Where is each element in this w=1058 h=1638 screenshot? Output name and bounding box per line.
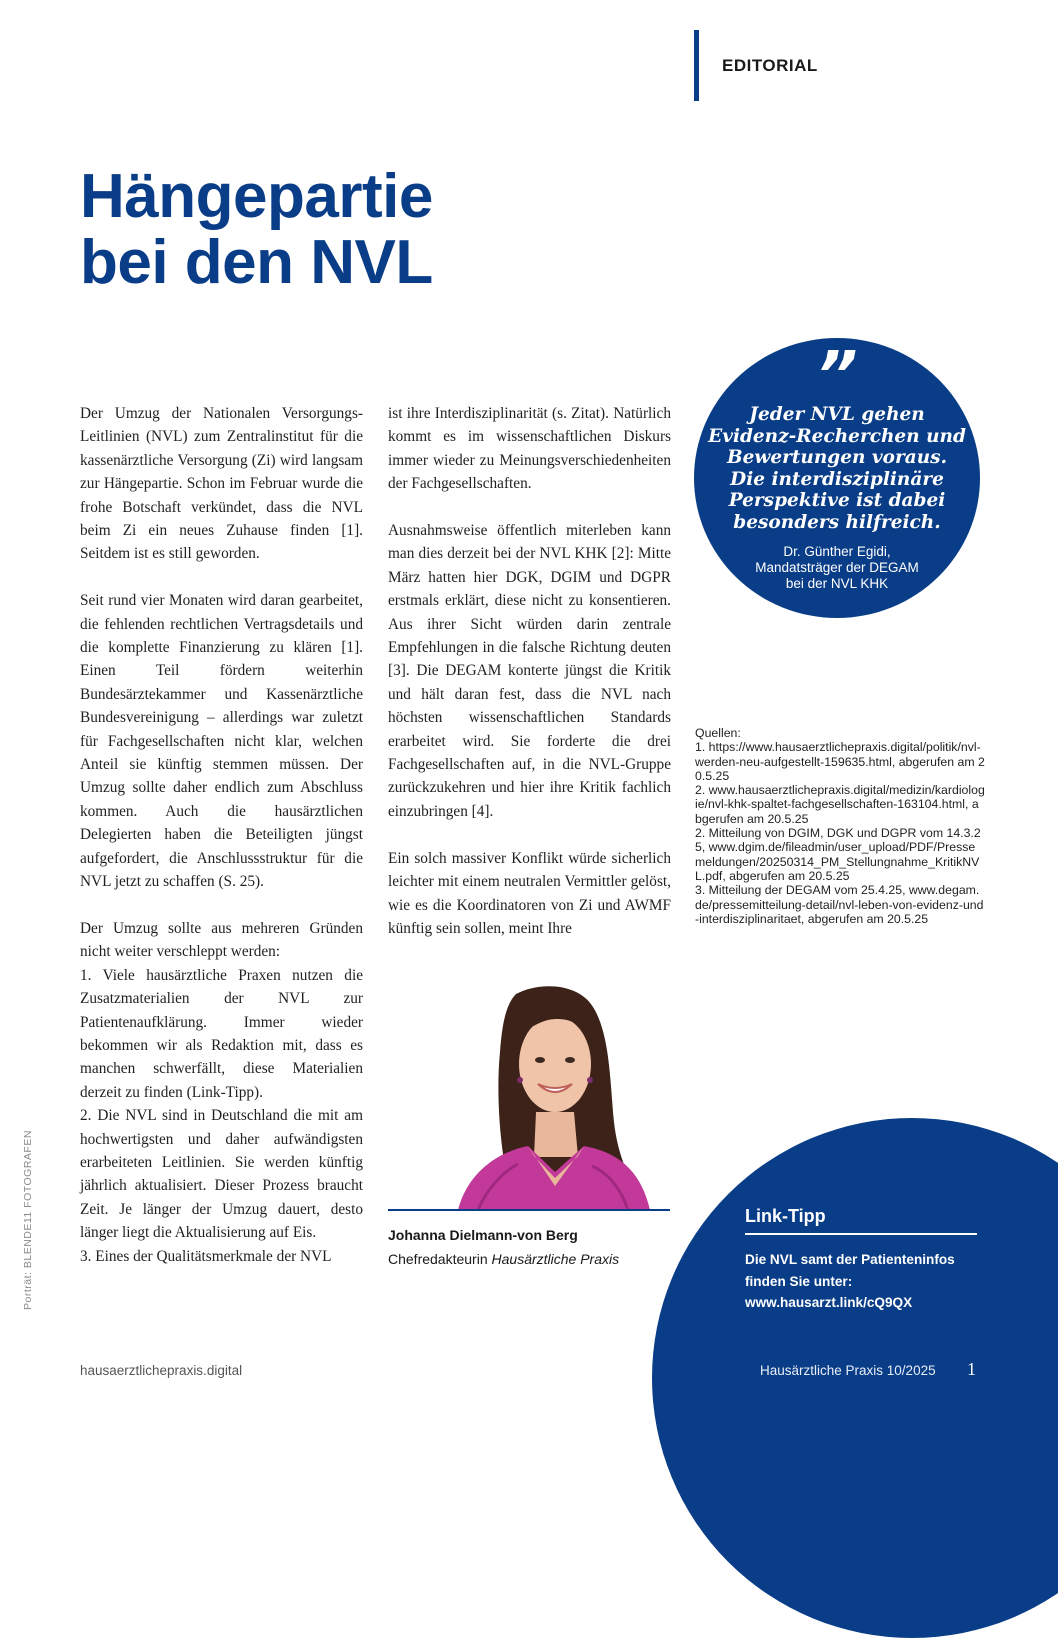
source-item[interactable]: 1. https://www.hausaerztlichepraxis.digital/politik/nvl-werden-neu-aufgestellt-159635.html, abgerufen am 20.5.25 (695, 740, 985, 783)
section-accent-bar (694, 30, 699, 101)
author-publication: Hausärztliche Praxis (491, 1251, 620, 1267)
page-number: 1 (967, 1359, 976, 1379)
photo-credit: Porträt: BLENDE11 FOTOGRAFEN (22, 1130, 34, 1310)
footer-issue: Hausärztliche Praxis 10/2025 (760, 1363, 936, 1378)
headline-line-2: bei den NVL (80, 228, 433, 297)
link-tipp-url[interactable]: www.hausarzt.link/cQ9QX (745, 1295, 913, 1310)
link-tipp-title: Link-Tipp (745, 1206, 826, 1226)
quote-author-name: Dr. Günther Egidi, (783, 544, 891, 559)
source-item[interactable]: 2. Mitteilung von DGIM, DGK und DGPR vom 14.3.25, www.dgim.de/fileadmin/user_upload/PDF/Pressemeldungen/20250314_PM_Stellungnahme_KritikNVL.pdf, abgerufen am 20.5.25 (695, 826, 981, 883)
author-name: Johanna Dielmann-von Berg (388, 1227, 578, 1243)
link-tipp-line: Die NVL samt der Patienteninfos (745, 1252, 955, 1267)
source-item[interactable]: 3. Mitteilung der DEGAM vom 25.4.25, www.degam.de/pressemitteilung-detail/nvl-leben-von-evidenz-und-interdisziplinaritaet, abgerufen am 20.5.25 (695, 883, 984, 926)
quote-mark-icon: ” (816, 339, 858, 413)
section-label: EDITORIAL (722, 56, 818, 75)
paragraph: ist ihre Interdisziplinarität (s. Zitat). Natürlich kommt es im wissenschaftlichen Diskurs immer wieder zu Meinungsverschiedenheiten der Fachgesellschaften. (388, 405, 671, 493)
link-tipp-divider (745, 1233, 977, 1235)
pull-quote (694, 338, 980, 618)
paragraph: Der Umzug sollte aus mehreren Gründen nicht weiter verschleppt werden: (80, 919, 363, 961)
quote-author (714, 544, 960, 592)
source-item[interactable]: 2. www.hausaerztlichepraxis.digital/medizin/kardiologie/nvl-khk-spaltet-fachgesellschaften-163104.html, abgerufen am 20.5.25 (695, 783, 985, 826)
link-tipp-circle (652, 1118, 1058, 1638)
link-tipp-text (745, 1249, 985, 1314)
headline (80, 164, 433, 296)
author-portrait (388, 972, 670, 1210)
author-role (388, 1251, 619, 1267)
portrait-divider (388, 1209, 670, 1211)
quote-text: Jeder NVL gehen Evidenz-Recherchen und Bewertungen voraus. Die interdisziplinäre Perspektive ist dabei besonders hilfreich. (708, 404, 966, 533)
sources-title: Quellen: (695, 726, 741, 740)
list-item: 1. Viele hausärztliche Praxen nutzen die Zusatzmaterialien der NVL zur Patientenaufklärung. Immer wieder bekommen wir als Redaktion mit, dass es manchen schwerfällt, diese Materialien derzeit zu finden (Link-Tipp). (80, 966, 363, 1101)
paragraph: Ausnahmsweise öffentlich miterleben kann man dies derzeit bei der NVL KHK [2]: Mitte März hatten hier DGK, DGIM und DGPR erstmals erklärt, diese nicht zu konsentieren. Aus ihrer Sicht würden darin zentrale Empfehlungen in die falsche Richtung deuten [3]. Die DEGAM konterte jüngst die Kritik und hält daran fest, dass die NVL nach höchsten wissenschaftlichen Standards erarbeitet wird. Sie forderte die drei Fachgesellschaften auf, in die NVL-Gruppe zurückzukehren und hier ihre Kritik fachlich einzubringen [4]. (388, 522, 671, 820)
body-column-1 (80, 402, 363, 1268)
headline-line-1: Hängepartie (80, 162, 433, 231)
paragraph: Der Umzug der Nationalen Versorgungs-Leitlinien (NVL) zum Zentralinstitut für die kassenärztliche Versorgung (Zi) wird langsam zur Hängepartie. Schon im Februar wurde die frohe Botschaft verkündet, dass die NVL beim Zi ein neues Zuhause finden [1]. Seitdem ist es still geworden. (80, 405, 363, 563)
list-item: 3. Eines der Qualitätsmerkmale der NVL (80, 1247, 332, 1265)
link-tipp-line: finden Sie unter: (745, 1273, 853, 1289)
sources-list (695, 726, 985, 926)
list-item: 2. Die NVL sind in Deutschland die mit am hochwertigsten und daher aufwändigsten erarbeiteten Leitlinien. Sie werden künftig jährlich aktualisiert. Dieser Prozess braucht Zeit. Je länger der Umzug dauert, desto länger liegt die Aktualisierung auf Eis. (80, 1107, 363, 1242)
body-column-2 (388, 402, 671, 940)
paragraph: Seit rund vier Monaten wird daran gearbeitet, die fehlenden rechtlichen Vertragsdetails und die komplette Finanzierung zu klären [1]. Einen Teil fördern weiterhin Bundesärztekammer und Kassenärztliche Bundesvereinigung – allerdings war zuletzt für Fachgesellschaften nicht klar, welchen Anteil sie künftig stemmen müssen. Der Umzug sollte daher endlich zum Abschluss kommen. Auch die hausärztlichen Delegierten haben die Beteiligten jüngst aufgefordert, die Anschlussstruktur für die NVL jetzt zu schaffen (S. 25). (80, 592, 363, 891)
quote-author-role: Mandatsträger der DEGAM (755, 560, 919, 575)
paragraph: Ein solch massiver Konflikt würde sicherlich leichter mit einem neutralen Vermittler gelöst, wie es die Koordinatoren von Zi und AWMF künftig sein sollen, meint Ihre (388, 849, 671, 937)
quote-author-context: bei der NVL KHK (785, 576, 889, 591)
author-role-title: Chefredakteurin (388, 1251, 492, 1267)
footer-website[interactable]: hausaerztlichepraxis.digital (80, 1363, 243, 1378)
portrait-photo (388, 972, 670, 1210)
